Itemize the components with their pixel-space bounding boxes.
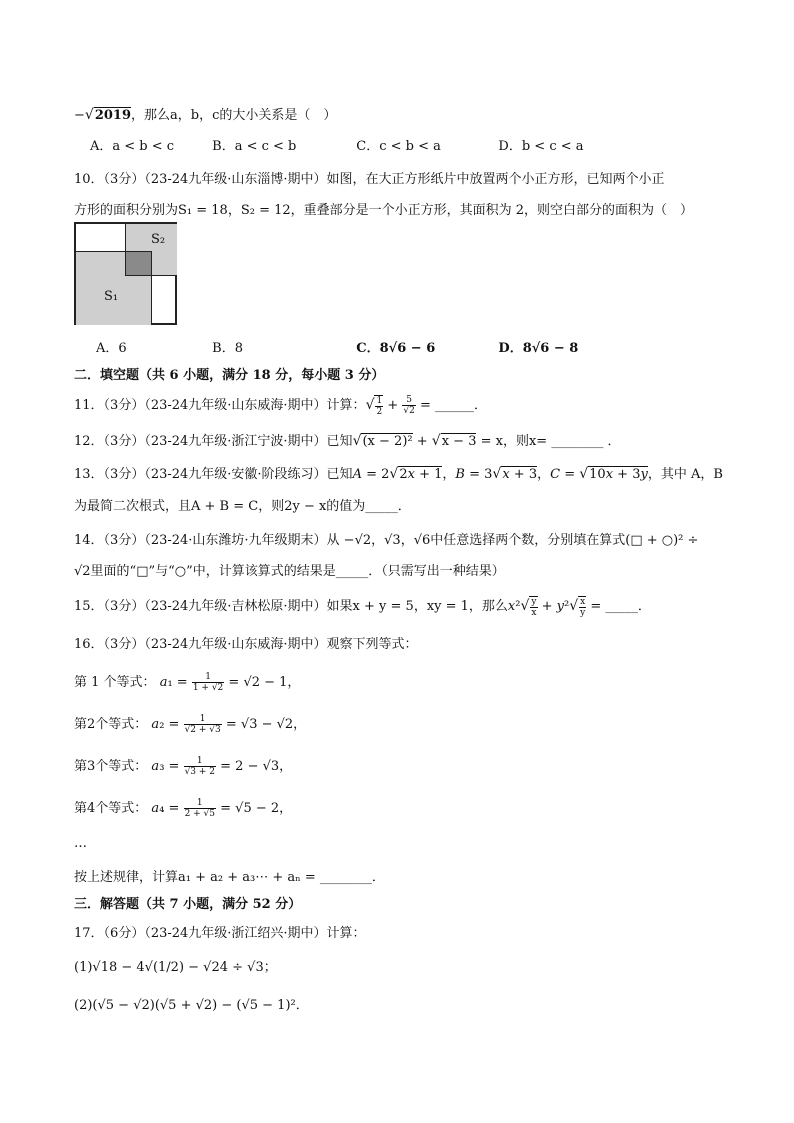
overlap-square — [125, 251, 152, 276]
section-3-heading: 三．解答题（共 7 小题，满分 52 分） — [74, 897, 302, 912]
q10-option-a: A．6 — [96, 341, 127, 356]
q17-heading: 17．（6分）（23-24九年级·浙江绍兴·期中）计算： — [74, 926, 366, 941]
q9-option-c: C．c < b < a — [356, 139, 441, 154]
label-s2: S₂ — [151, 232, 166, 247]
q10-option-b: B．8 — [212, 341, 243, 356]
q16-heading: 16．（3分）（23-24九年级·山东威海·期中）观察下列等式： — [74, 637, 418, 652]
q16-eq-3: 第3个等式： a₃ = $\frac{1}{√3 + 2}$ = 2 − √3， — [74, 756, 293, 777]
q10-option-d: D．8√6 − 8 — [498, 341, 579, 356]
q15: 15．（3分）（23-24九年级·吉林松原·期中）如果x + y = 5，xy = 1，那么x²√ $\frac{y}{x}$ + y²√ $\frac{x}{y}$ = _____． — [74, 596, 651, 618]
q13-line1: 13．（3分）（23-24九年级·安徽·阶段练习）已知A = 2√2x + 1，B = 3√x + 3，C = √10x + 3y，其中 A，B — [74, 466, 723, 482]
label-s1: S₁ — [104, 289, 119, 304]
q10-line2: 方形的面积分别为S₁ = 18，S₂ = 12，重叠部分是一个小正方形，其面积为 2，则空白部分的面积为（ ） — [74, 203, 694, 218]
q11: 11．（3分）（23-24九年级·山东威海·期中）计算：√ $\frac{1}{2}$ + $\frac{5}{√2}$ = ______． — [74, 395, 488, 417]
squares-figure — [74, 222, 177, 325]
q9-options — [90, 135, 584, 154]
q10-options — [96, 337, 578, 356]
q17-part-1: (1)√18 − 4√(1/2) − √24 ÷ √3； — [74, 960, 277, 975]
q17-part-2: (2)(√5 − √2)(√5 + √2) − (√5 − 1)²． — [74, 998, 309, 1013]
q9-option-d: D．b < c < a — [498, 139, 584, 154]
q16-eq-4: 第4个等式： a₄ = $\frac{1}{2 + √5}$ = √5 − 2， — [74, 798, 293, 819]
q12: 12．（3分）（23-24九年级·浙江宁波·期中）已知√(x − 2)² + √x − 3 = x，则x= ________ ． — [74, 433, 621, 449]
q16-eq-1: 第 1 个等式： a₁ = $\frac{1}{1 + √2}$ = √2 − 1， — [74, 672, 301, 693]
q14-line1: 14．（3分）（23-24·山东潍坊·九年级期末）从 −√2，√3，√6中任意选择两个数，分别填在算式(□ + ○)² ÷ — [74, 533, 699, 548]
q10-option-c: C．8√6 − 6 — [356, 341, 436, 356]
q9-tail: −√2019，那么a，b，c的大小关系是（ ） — [74, 107, 337, 123]
q10-line1: 10．（3分）（23-24九年级·山东淄博·期中）如图，在大正方形纸片中放置两个小正方形，已知两个小正 — [74, 172, 665, 187]
q14-line2: √2里面的“□”与“○”中，计算该算式的结果是_____．（只需写出一种结果） — [74, 564, 505, 579]
q13-line2: 为最简二次根式，且A + B = C，则2y − x的值为_____． — [74, 499, 411, 514]
q9-option-b: B．a < c < b — [212, 139, 297, 154]
q16-rule: 按上述规律，计算a₁ + a₂ + a₃⋯ + aₙ = ________． — [74, 870, 385, 885]
q9-option-a: A．a < b < c — [90, 139, 175, 154]
q16-eq-2: 第2个等式： a₂ = $\frac{1}{√2 + √3}$ = √3 − √2， — [74, 714, 307, 735]
section-2-heading: 二．填空题（共 6 小题，满分 18 分，每小题 3 分） — [74, 368, 385, 383]
q16-ellipsis: … — [74, 836, 87, 851]
